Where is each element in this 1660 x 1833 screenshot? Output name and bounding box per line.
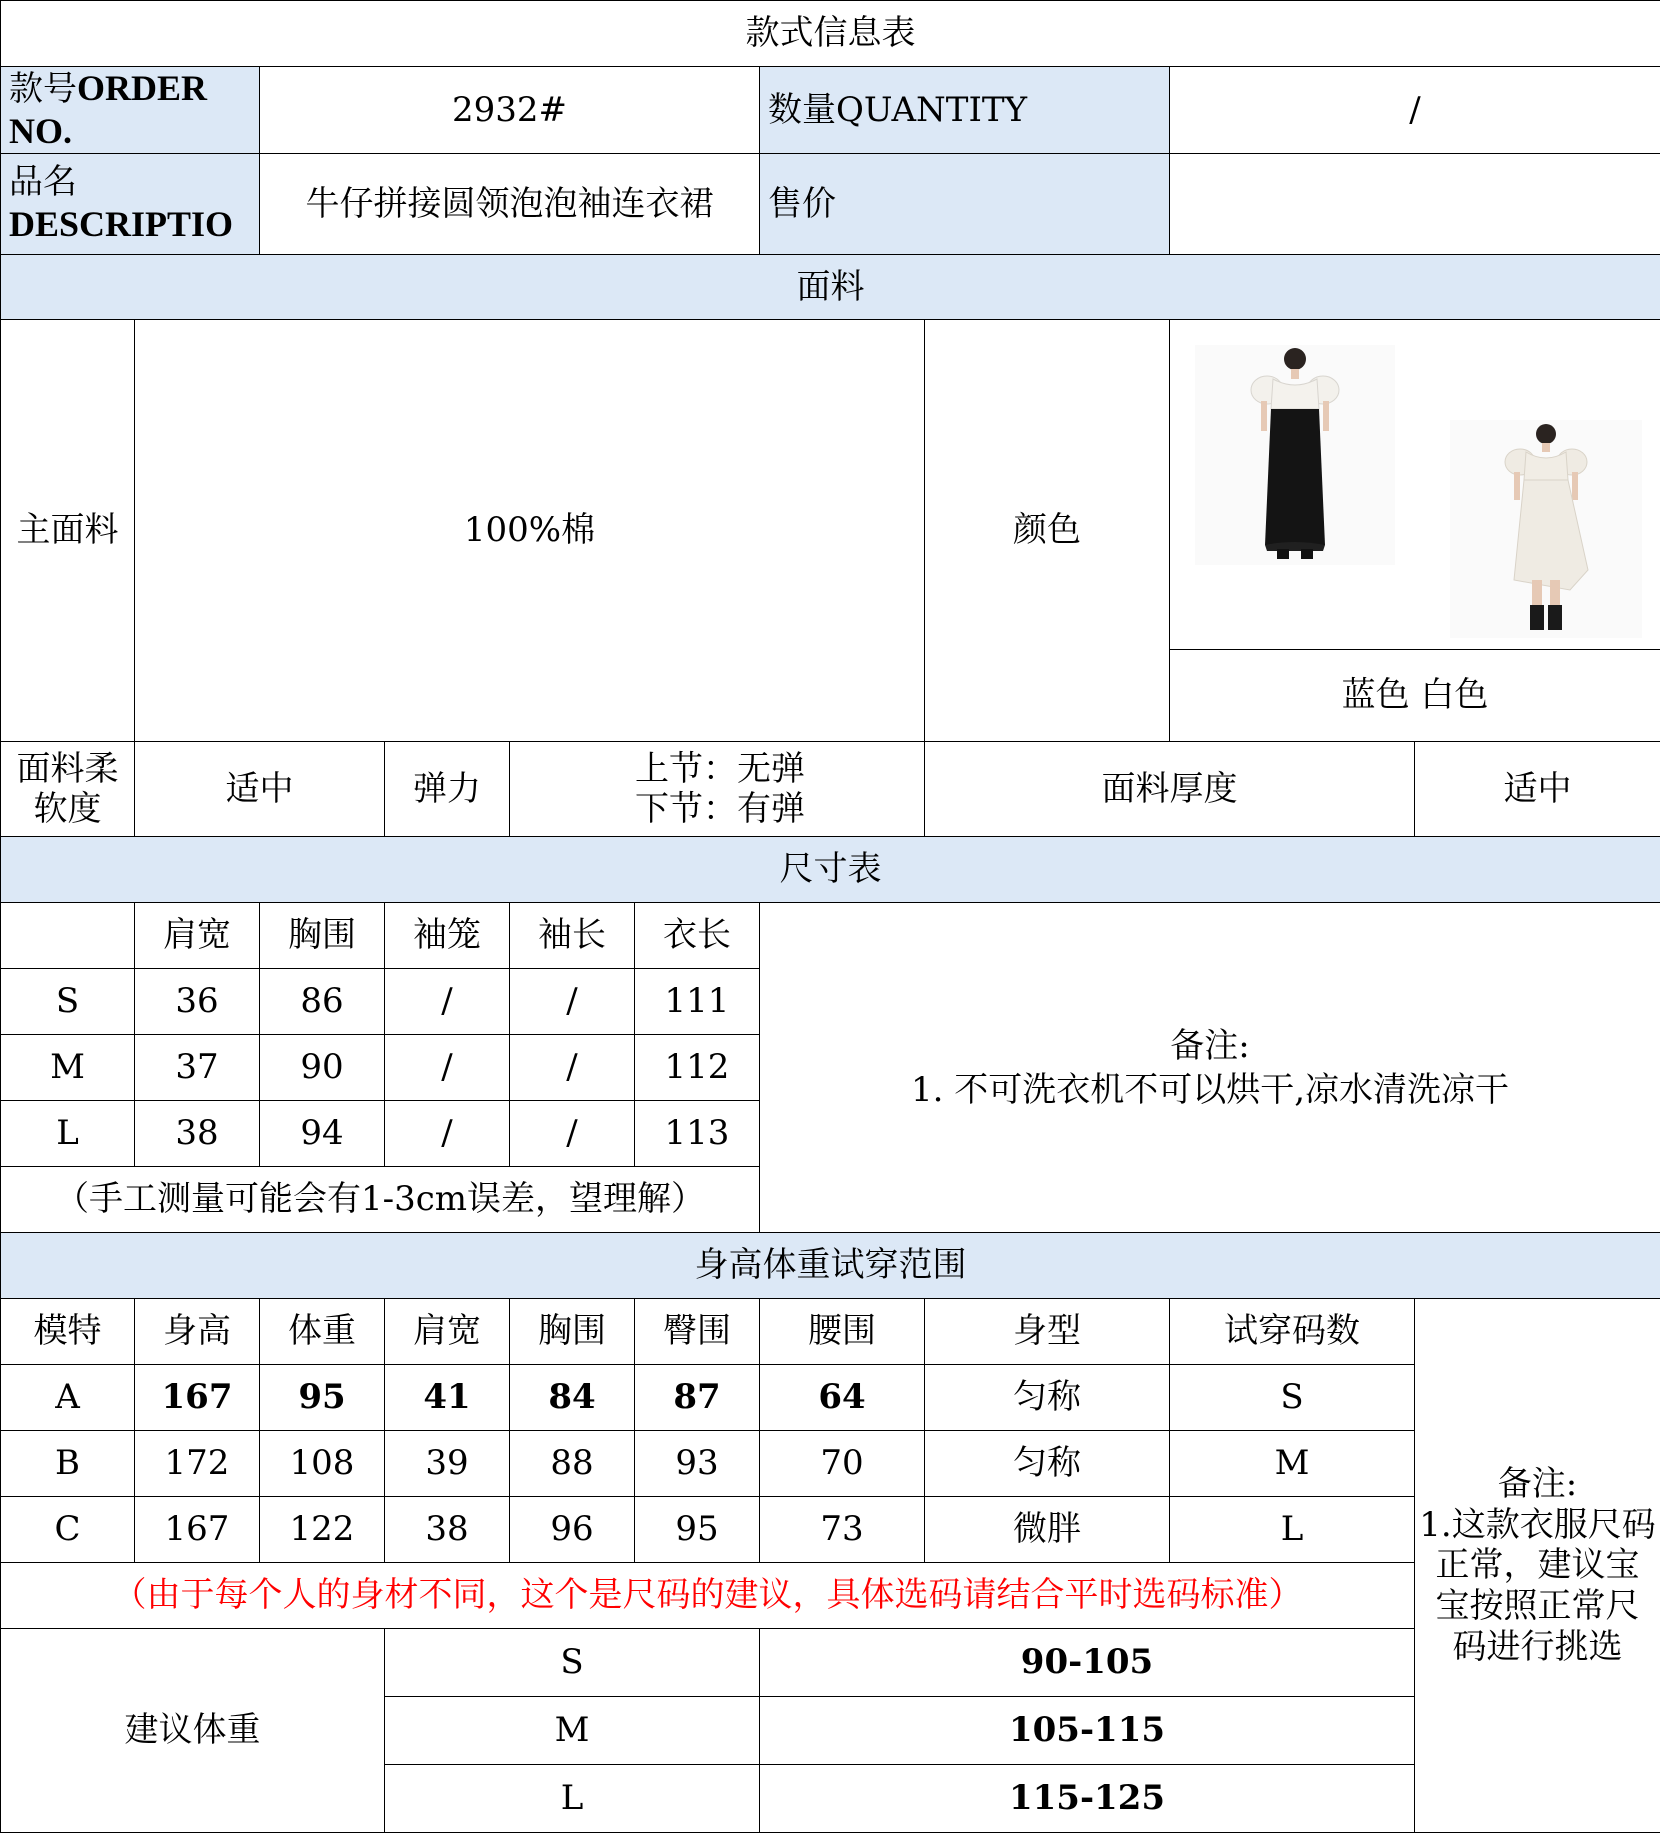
fit-cell: 167 bbox=[135, 1497, 260, 1563]
size-cell: / bbox=[385, 1101, 510, 1167]
elastic-label: 弹力 bbox=[385, 742, 510, 837]
size-header-cell: 肩宽 bbox=[135, 903, 260, 969]
fit-side-note-text: 1.这款衣服尺码正常，建议宝宝按照正常尺码进行挑选 bbox=[1419, 1505, 1656, 1668]
fit-cell: 70 bbox=[760, 1431, 925, 1497]
fit-cell: 84 bbox=[510, 1365, 635, 1431]
size-cell: 86 bbox=[260, 969, 385, 1035]
softness-label: 面料柔软度 bbox=[1, 742, 135, 837]
fit-cell: M bbox=[1170, 1431, 1415, 1497]
fit-cell: C bbox=[1, 1497, 135, 1563]
fit-cell: 122 bbox=[260, 1497, 385, 1563]
description-value: 牛仔拼接圆领泡泡袖连衣裙 bbox=[260, 154, 760, 255]
sheet-title: 款式信息表 bbox=[1, 1, 1660, 67]
size-cell: 37 bbox=[135, 1035, 260, 1101]
fit-header-cell: 试穿码数 bbox=[1170, 1299, 1415, 1365]
price-value bbox=[1170, 154, 1660, 255]
main-fabric-label: 主面料 bbox=[1, 320, 135, 742]
fit-cell: 38 bbox=[385, 1497, 510, 1563]
size-cell: / bbox=[385, 969, 510, 1035]
fit-cell: 匀称 bbox=[925, 1365, 1170, 1431]
fit-cell: 95 bbox=[635, 1497, 760, 1563]
fit-header-cell: 胸围 bbox=[510, 1299, 635, 1365]
fit-header-cell: 体重 bbox=[260, 1299, 385, 1365]
fit-cell: S bbox=[1170, 1365, 1415, 1431]
product-photos bbox=[1170, 320, 1660, 650]
fit-cell: 73 bbox=[760, 1497, 925, 1563]
size-cell: 112 bbox=[635, 1035, 760, 1101]
fit-side-note bbox=[1415, 1299, 1660, 1833]
size-cell: 113 bbox=[635, 1101, 760, 1167]
fit-cell: L bbox=[1170, 1497, 1415, 1563]
size-header-cell: 袖笼 bbox=[385, 903, 510, 969]
fit-cell: 96 bbox=[510, 1497, 635, 1563]
fit-warning: （由于每个人的身材不同，这个是尺码的建议，具体选码请结合平时选码标准） bbox=[1, 1563, 1415, 1629]
quantity-value: / bbox=[1170, 67, 1660, 154]
size-cell: / bbox=[510, 1101, 635, 1167]
order-value: 2932# bbox=[260, 67, 760, 154]
size-cell: 36 bbox=[135, 969, 260, 1035]
fit-header-cell: 模特 bbox=[1, 1299, 135, 1365]
price-label: 售价 bbox=[760, 154, 1170, 255]
fit-cell: 87 bbox=[635, 1365, 760, 1431]
size-cell: L bbox=[1, 1101, 135, 1167]
fit-cell: 95 bbox=[260, 1365, 385, 1431]
fit-cell: 93 bbox=[635, 1431, 760, 1497]
fit-header-cell: 身型 bbox=[925, 1299, 1170, 1365]
weight-size-cell: S bbox=[385, 1629, 760, 1697]
fit-section-header: 身高体重试穿范围 bbox=[1, 1233, 1660, 1299]
size-measure-note: （手工测量可能会有1-3cm误差，望理解） bbox=[1, 1167, 760, 1233]
dress-white-image bbox=[1450, 420, 1642, 638]
size-cell: 90 bbox=[260, 1035, 385, 1101]
dress-blue-image bbox=[1195, 345, 1395, 565]
fit-side-note-title: 备注: bbox=[1419, 1464, 1656, 1505]
size-cell: / bbox=[385, 1035, 510, 1101]
size-header-cell bbox=[1, 903, 135, 969]
size-header-cell: 胸围 bbox=[260, 903, 385, 969]
fit-header-cell: 腰围 bbox=[760, 1299, 925, 1365]
fit-cell: 微胖 bbox=[925, 1497, 1170, 1563]
size-cell: 94 bbox=[260, 1101, 385, 1167]
weight-label: 建议体重 bbox=[1, 1629, 385, 1833]
fit-cell: 39 bbox=[385, 1431, 510, 1497]
weight-range-cell: 115-125 bbox=[760, 1765, 1415, 1833]
size-remark-title: 备注: bbox=[780, 1024, 1640, 1068]
size-section-header: 尺寸表 bbox=[1, 837, 1660, 903]
size-remark-line: 1. 不可洗衣机不可以烘干,凉水清洗凉干 bbox=[780, 1068, 1640, 1112]
size-remark bbox=[760, 903, 1660, 1233]
size-header-cell: 衣长 bbox=[635, 903, 760, 969]
size-cell: S bbox=[1, 969, 135, 1035]
size-cell: M bbox=[1, 1035, 135, 1101]
size-cell: 38 bbox=[135, 1101, 260, 1167]
fit-cell: 167 bbox=[135, 1365, 260, 1431]
fit-header-cell: 臀围 bbox=[635, 1299, 760, 1365]
dress-photo-white bbox=[1450, 420, 1642, 638]
color-label: 颜色 bbox=[925, 320, 1170, 742]
fit-cell: 88 bbox=[510, 1431, 635, 1497]
main-fabric-value: 100%棉 bbox=[135, 320, 925, 742]
fit-cell: 172 bbox=[135, 1431, 260, 1497]
fit-cell: 108 bbox=[260, 1431, 385, 1497]
weight-size-cell: M bbox=[385, 1697, 760, 1765]
fit-cell: B bbox=[1, 1431, 135, 1497]
quantity-label: 数量QUANTITY bbox=[760, 67, 1170, 154]
fit-header-cell: 身高 bbox=[135, 1299, 260, 1365]
fit-cell: A bbox=[1, 1365, 135, 1431]
order-label: 款号ORDER NO. bbox=[1, 67, 260, 154]
fit-header-cell: 肩宽 bbox=[385, 1299, 510, 1365]
fit-cell: 匀称 bbox=[925, 1431, 1170, 1497]
thickness-label: 面料厚度 bbox=[925, 742, 1415, 837]
weight-range-cell: 90-105 bbox=[760, 1629, 1415, 1697]
weight-size-cell: L bbox=[385, 1765, 760, 1833]
softness-value: 适中 bbox=[135, 742, 385, 837]
size-cell: / bbox=[510, 1035, 635, 1101]
fabric-section-header: 面料 bbox=[1, 255, 1660, 320]
weight-range-cell: 105-115 bbox=[760, 1697, 1415, 1765]
elastic-value: 上节：无弹 下节：有弹 bbox=[510, 742, 925, 837]
fit-cell: 64 bbox=[760, 1365, 925, 1431]
size-cell: / bbox=[510, 969, 635, 1035]
dress-photo-blue bbox=[1195, 345, 1395, 565]
description-label: 品名 DESCRIPTIO bbox=[1, 154, 260, 255]
size-header-cell: 袖长 bbox=[510, 903, 635, 969]
thickness-value: 适中 bbox=[1415, 742, 1660, 837]
fit-cell: 41 bbox=[385, 1365, 510, 1431]
color-values: 蓝色 白色 bbox=[1170, 650, 1660, 742]
size-cell: 111 bbox=[635, 969, 760, 1035]
